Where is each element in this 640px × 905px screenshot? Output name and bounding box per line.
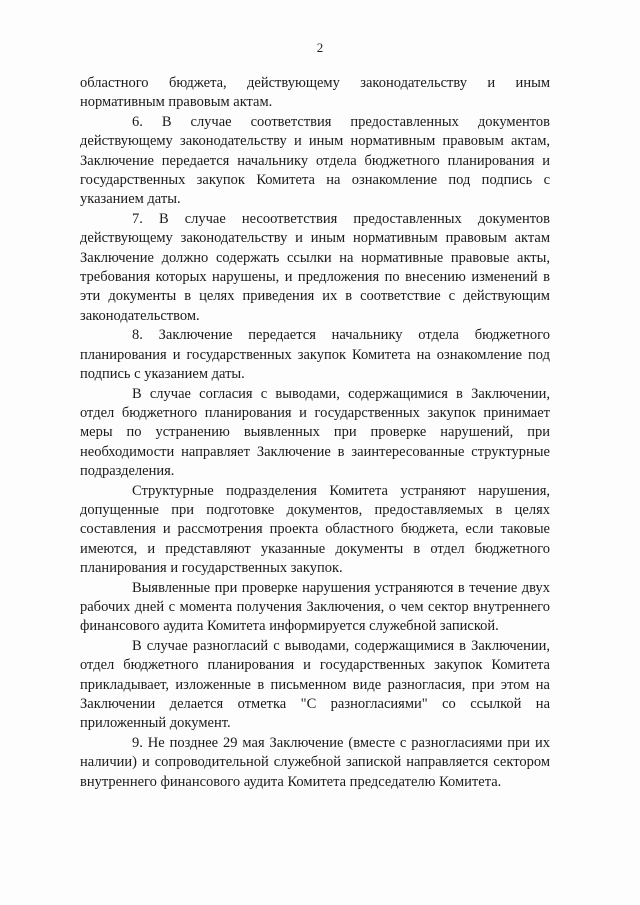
- page-number: 2: [316, 40, 324, 55]
- paragraph-agreement: В случае согласия с выводами, содержащимися в Заключении, отдел бюджетного планирования и государственных закупок принимает меры по устранению выявленных при проверке нарушений, при необходимости направляет Заключение в заинтересованные структурные подразделения.: [80, 385, 550, 480]
- paragraph-item-8: 8. Заключение передается начальнику отдела бюджетного планирования и государственных закупок Комитета на ознакомление под подпись с указанием даты.: [80, 327, 550, 383]
- paragraph-item-9: 9. Не позднее 29 мая Заключение (вместе с разногласиями при их наличии) и сопроводительной служебной запиской направляется сектором внутреннего финансового аудита Комитета председателю Комитета.: [80, 734, 550, 790]
- paragraph-structural-units: Структурные подразделения Комитета устраняют нарушения, допущенные при подготовке документов, предоставляемых в целях составления и рассмотрения проекта областного бюджета, если таковые имеются, и представляют указанные документы в отдел бюджетного планирования и государственных закупок.: [80, 482, 550, 577]
- paragraph-continuation: областного бюджета, действующему законодательству и иным нормативным правовым актам.: [80, 75, 550, 111]
- paragraph-deadline: Выявленные при проверке нарушения устраняются в течение двух рабочих дней с момента получения Заключения, о чем сектор внутреннего финансового аудита Комитета информируется служебной запиской.: [80, 579, 550, 635]
- document-body: [80, 74, 550, 792]
- paragraph-item-6: 6. В случае соответствия предоставленных документов действующему законодательству и иным нормативным правовым актам, Заключение передается начальнику отдела бюджетного планирования и государственных закупок Комитета на ознакомление под подпись с указанием даты.: [80, 113, 550, 208]
- paragraph-disagreements: В случае разногласий с выводами, содержащимися в Заключении, отдел бюджетного планирования и государственных закупок Комитета прикладывает, изложенные в письменном виде разногласия, при этом на Заключении делается отметка "С разногласиями" со ссылкой на приложенный документ.: [80, 637, 550, 732]
- paragraph-item-7: 7. В случае несоответствия предоставленных документов действующему законодательству и иным нормативным правовым актам Заключение должно содержать ссылки на нормативные правовые акты, требования которых нарушены, и предложения по внесению изменений в эти документы в целях приведения их в соответствие с действующим законодательством.: [80, 210, 550, 324]
